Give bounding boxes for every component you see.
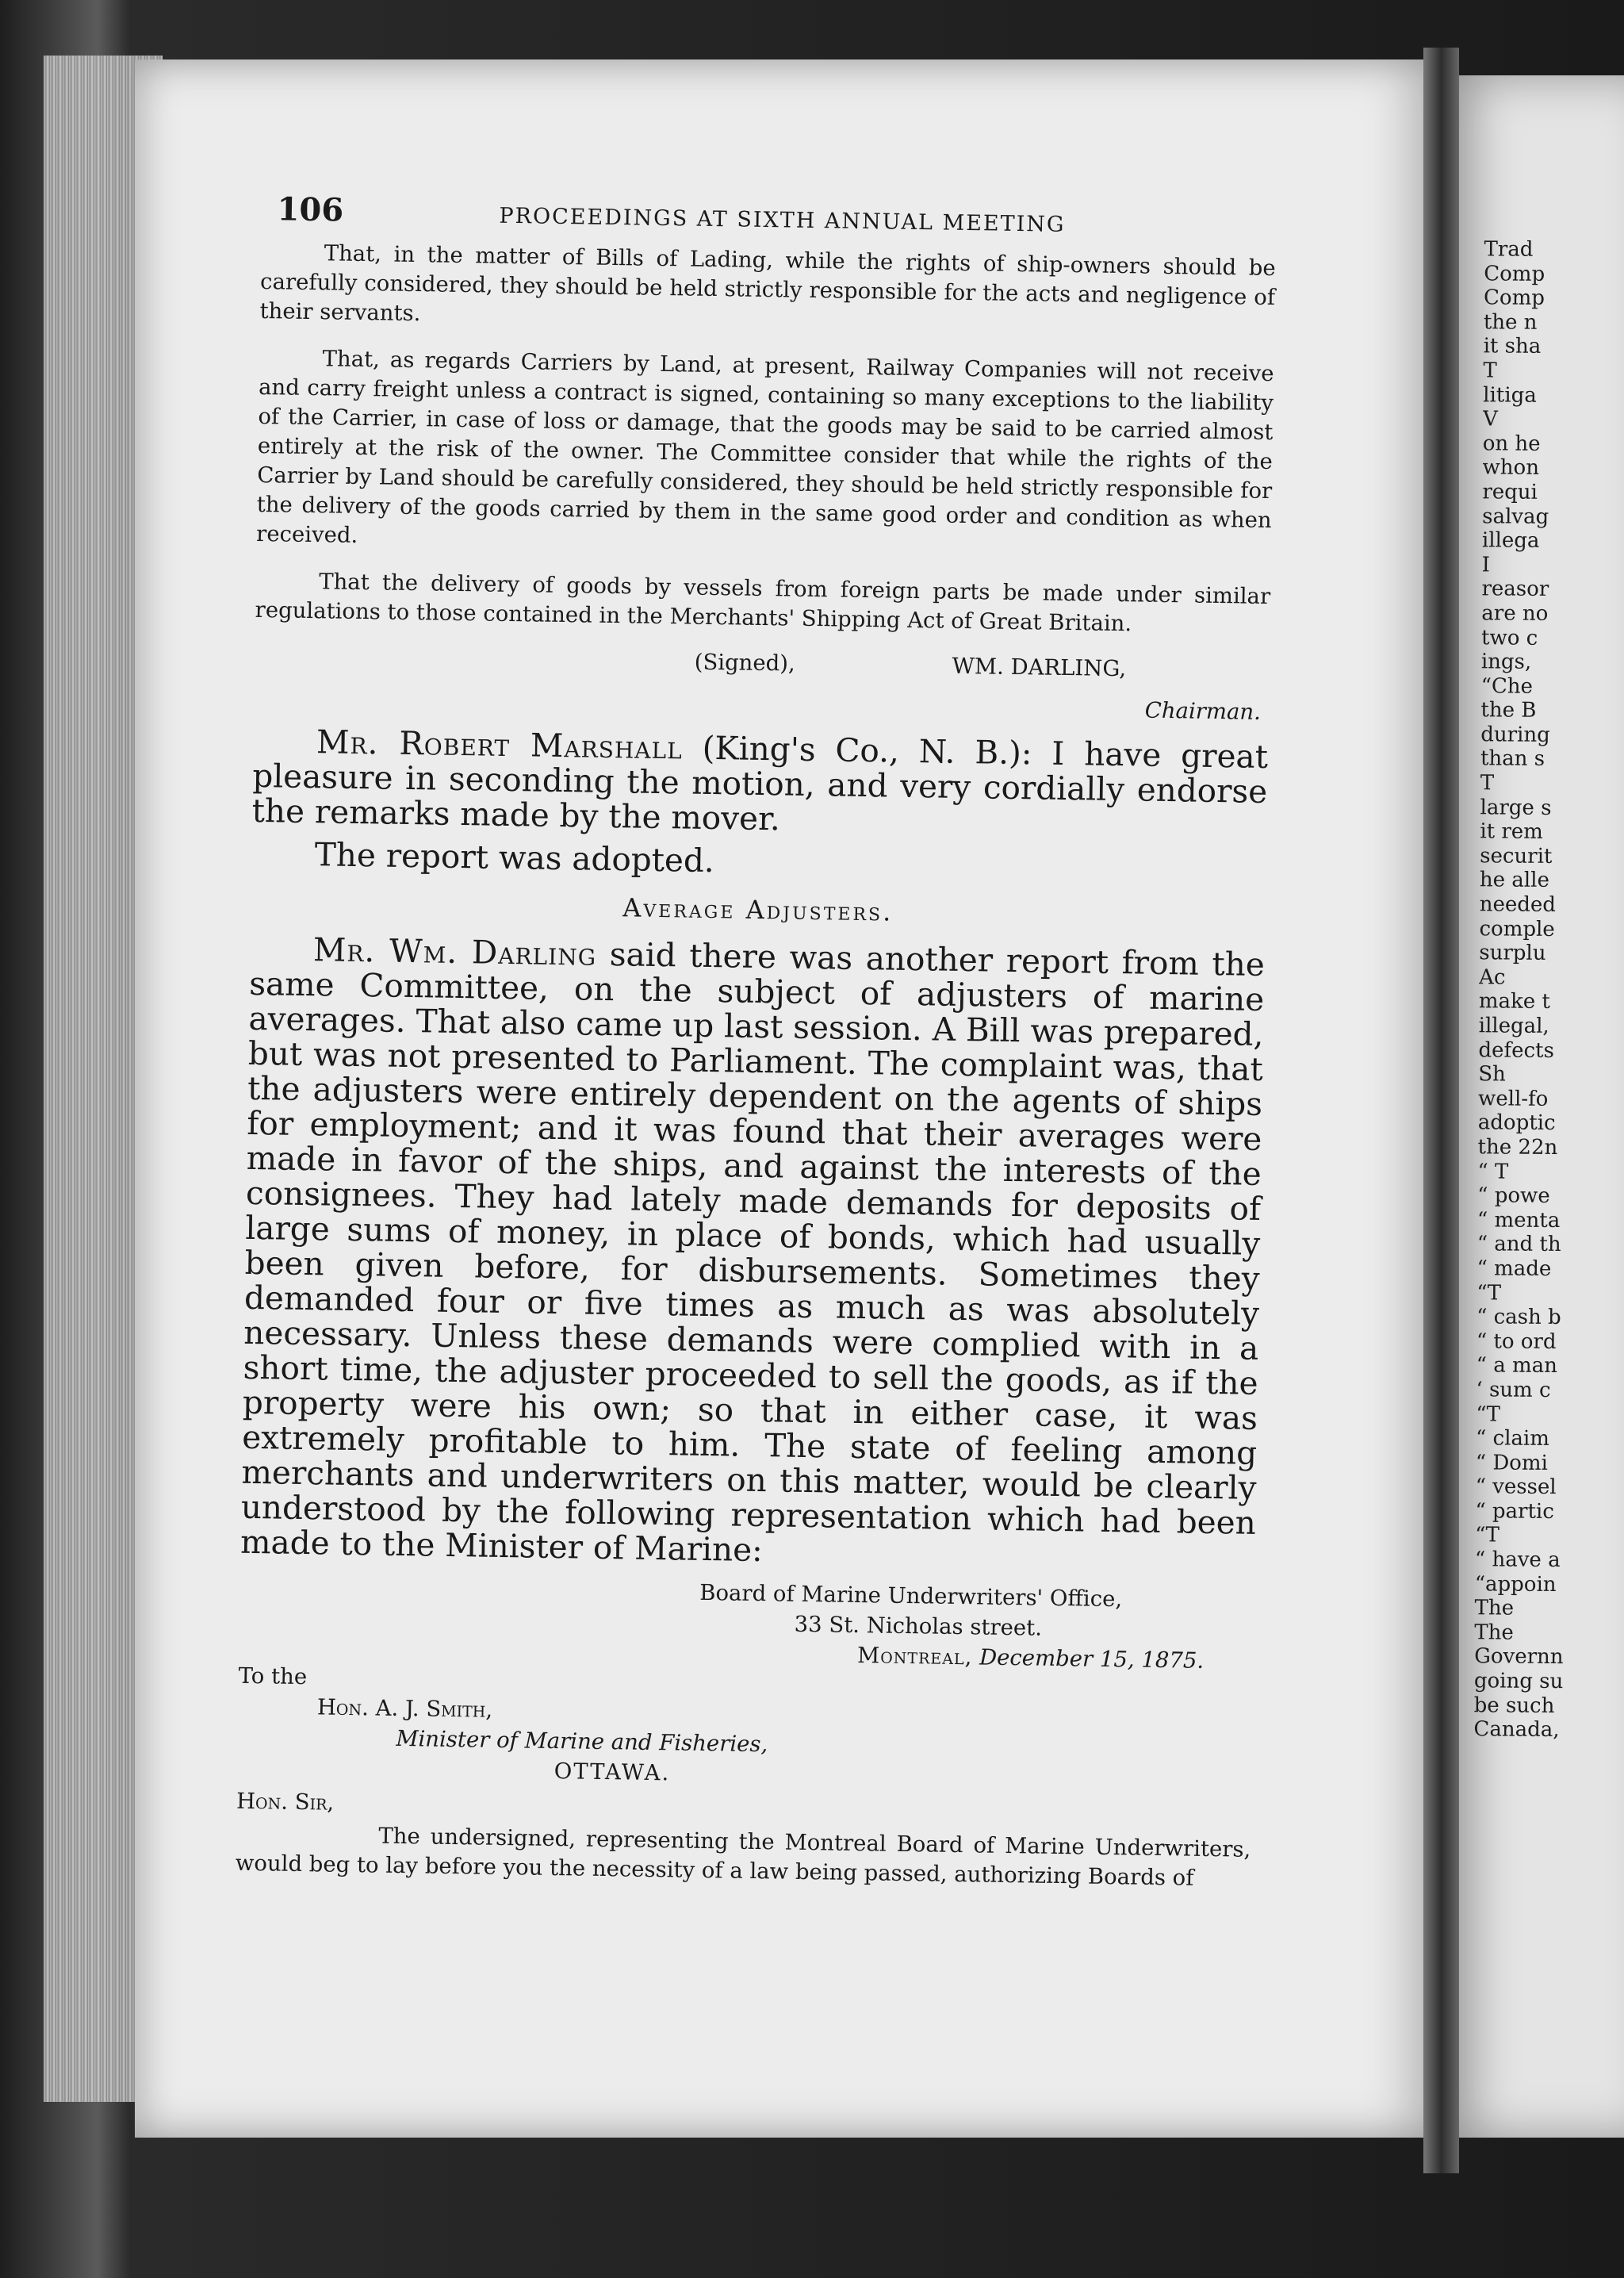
right-page-line: ings,: [1480, 650, 1532, 674]
right-page-line: adoptic: [1477, 1110, 1556, 1136]
right-page-line: the B: [1480, 698, 1537, 723]
right-page-line: on he: [1482, 431, 1541, 456]
darling-remarks: said there was another report from the same Committee, on the subject of adjusters of marine averages. That also came up last session. A Bill was prepared, but was not presented to Parliament. The complaint was, that the adjusters were entirely dependent on the agents of ships for employment; and it was found that their averages were made in favor of the ships, and against the interests of the consignees. They had lately made demands for deposits of large sums of money, in place of bonds, which had usually been given before, for disbursements. Sometimes they demanded four or five times as much as was absolutely necessary. Unless these demands were complied with in a short time, the adjuster proceeded to sell the goods, as if the property were his own; so that in either case, it was extremely profitable to him. The state of feeling among merchants and underwriters on this matter, would be clearly understood by the following representation which had been made to the Minister of Marine:: [239, 934, 1266, 1570]
right-page-line: well-fo: [1477, 1087, 1549, 1111]
page-number: 106: [277, 190, 344, 229]
right-page-line: “ vessel: [1475, 1475, 1557, 1500]
right-page-line: two c: [1480, 625, 1538, 650]
marshall-remarks: (King's Co., N. B.): I have great pleasure in seconding the motion, and very cordially endorse the remarks made by the mover.: [251, 728, 1269, 838]
right-page-line: The: [1474, 1620, 1514, 1645]
right-page-line: ‘ sum c: [1476, 1378, 1551, 1402]
right-page-text-fragments: [1473, 237, 1624, 1743]
section-title: Average Adjusters.: [622, 892, 894, 927]
letter-body: The undersigned, representing the Montreal Board of Marine Underwriters, would beg to lay before you the necessity of a law being passed, authorizing Boards of: [235, 1823, 1251, 1891]
right-page-line: “appoin: [1474, 1571, 1557, 1597]
right-page-line: salvag: [1482, 504, 1549, 529]
right-page-line: “ powe: [1477, 1183, 1550, 1209]
right-page-line: needed: [1479, 892, 1557, 918]
right-page-line: T: [1480, 771, 1495, 796]
report-paragraph-bills-of-lading: That, in the matter of Bills of Lading, while the rights of ship-owners should be carefully considered, they should be held strictly responsible for the acts and negligence of their servants.: [259, 240, 1276, 327]
right-page-line: Ac: [1479, 965, 1506, 990]
right-page-line: “Che: [1480, 673, 1534, 699]
right-page-line: “ to ord: [1476, 1329, 1557, 1354]
right-page-line: Trad: [1484, 237, 1534, 262]
report-adopted: The report was adopted.: [314, 835, 715, 880]
right-page-line: whon: [1482, 455, 1540, 481]
right-page-line: securit: [1480, 844, 1553, 869]
right-page-line: Canada,: [1473, 1717, 1560, 1743]
right-page-line: the 22n: [1477, 1135, 1558, 1160]
letter-position: Minister of Marine and Fisheries,: [396, 1725, 768, 1758]
book-gutter: [1423, 48, 1459, 2173]
right-page-line: Sh: [1478, 1062, 1506, 1087]
letter-to: To the: [238, 1662, 308, 1690]
right-page-line: make t: [1478, 989, 1551, 1014]
right-page-line: large s: [1480, 795, 1552, 820]
letter-place: OTTAWA.: [553, 1758, 671, 1786]
right-page-line: “ partic: [1475, 1499, 1554, 1524]
darling-section: [240, 931, 1265, 1575]
right-page-line: requi: [1482, 480, 1538, 504]
right-page-line: The: [1474, 1596, 1515, 1620]
right-page-line: “ made: [1477, 1256, 1552, 1281]
right-page-line: litiga: [1483, 382, 1537, 408]
committee-report: [255, 238, 1276, 641]
right-page-line: I: [1481, 553, 1491, 577]
page-content: [236, 190, 1277, 1894]
right-page-line: “ Domi: [1475, 1450, 1548, 1475]
right-page-line: he alle: [1479, 868, 1549, 893]
speaker-darling: Mr. Wm. Darling: [312, 930, 597, 973]
darling-paragraph: [240, 931, 1265, 1575]
report-paragraph-carriers-by-land: That, as regards Carriers by Land, at present, Railway Companies will not receive and carry freight unless a contract is signed, containing so many exceptions to the liability of the Carrier, in case of loss or damage, that the goods may be said to be carried almost entirely at the risk of the owner. The Committee consider that while the rights of the Carrier by Land should be carefully considered, they should be held strictly responsible for the delivery of the goods carried by them in the same good order and condition as when received.: [255, 346, 1274, 548]
letter-date: December 15, 1875.: [979, 1644, 1205, 1674]
speaker-marshall: Mr. Robert Marshall: [316, 723, 684, 767]
signer-name: WM. DARLING,: [952, 653, 1127, 682]
right-page-line: “ menta: [1477, 1208, 1561, 1233]
proceedings-text: [251, 723, 1269, 887]
right-page-line: reasor: [1481, 577, 1549, 602]
right-page-line: “ cash b: [1477, 1305, 1561, 1330]
report-paragraph-foreign-delivery: That the delivery of goods by vessels from foreign parts be made under similar regulations to those contained in the Merchants' Shipping Act of Great Britain.: [255, 569, 1271, 637]
letter-addressee: Hon. A. J. Smith,: [316, 1694, 493, 1723]
letter-salutation: Hon. Sir,: [236, 1788, 335, 1816]
right-page-line: “T: [1477, 1280, 1502, 1306]
letter-address: [236, 1661, 1254, 1832]
letter-heading: [239, 1570, 1255, 1677]
right-page-line: it rem: [1480, 819, 1543, 845]
right-page-line: “ and th: [1477, 1232, 1561, 1257]
right-page-line: it sha: [1483, 334, 1542, 359]
right-page-line: “ a man: [1476, 1353, 1558, 1379]
right-page-line: “T: [1475, 1523, 1500, 1547]
signer-title: Chairman.: [1144, 697, 1262, 725]
signed-label: (Signed),: [694, 649, 795, 677]
right-page-line: Comp: [1483, 286, 1545, 311]
right-page-line: illegal,: [1478, 1014, 1549, 1038]
right-page-line: Comp: [1484, 261, 1545, 286]
right-page-line: be such: [1473, 1693, 1555, 1718]
right-page-line: during: [1480, 723, 1550, 747]
right-page-line: Governn: [1474, 1644, 1564, 1670]
right-page-line: V: [1482, 407, 1498, 431]
right-page-line: “ claim: [1475, 1426, 1550, 1452]
right-page-line: “ have a: [1474, 1547, 1561, 1573]
right-page-line: than s: [1480, 746, 1545, 772]
marshall-paragraph: [251, 723, 1268, 844]
letter-street: 33 St. Nicholas street.: [794, 1611, 1043, 1641]
right-page-line: going su: [1473, 1669, 1564, 1694]
running-title: PROCEEDINGS AT SIXTH ANNUAL MEETING: [499, 203, 1066, 237]
right-page-line: surplu: [1479, 941, 1546, 966]
right-page-line: T: [1483, 359, 1497, 383]
right-page-line: are no: [1481, 601, 1549, 626]
letter-office: Board of Marine Underwriters' Office,: [699, 1579, 1123, 1613]
right-page-line: “T: [1476, 1402, 1501, 1427]
right-page-line: the n: [1483, 310, 1538, 335]
right-page-line: comple: [1479, 916, 1555, 941]
right-page-line: illega: [1481, 528, 1540, 553]
letter-city: Montreal,: [856, 1643, 973, 1670]
right-page-line: “ T: [1477, 1159, 1509, 1184]
right-page-line: defects: [1478, 1037, 1554, 1063]
